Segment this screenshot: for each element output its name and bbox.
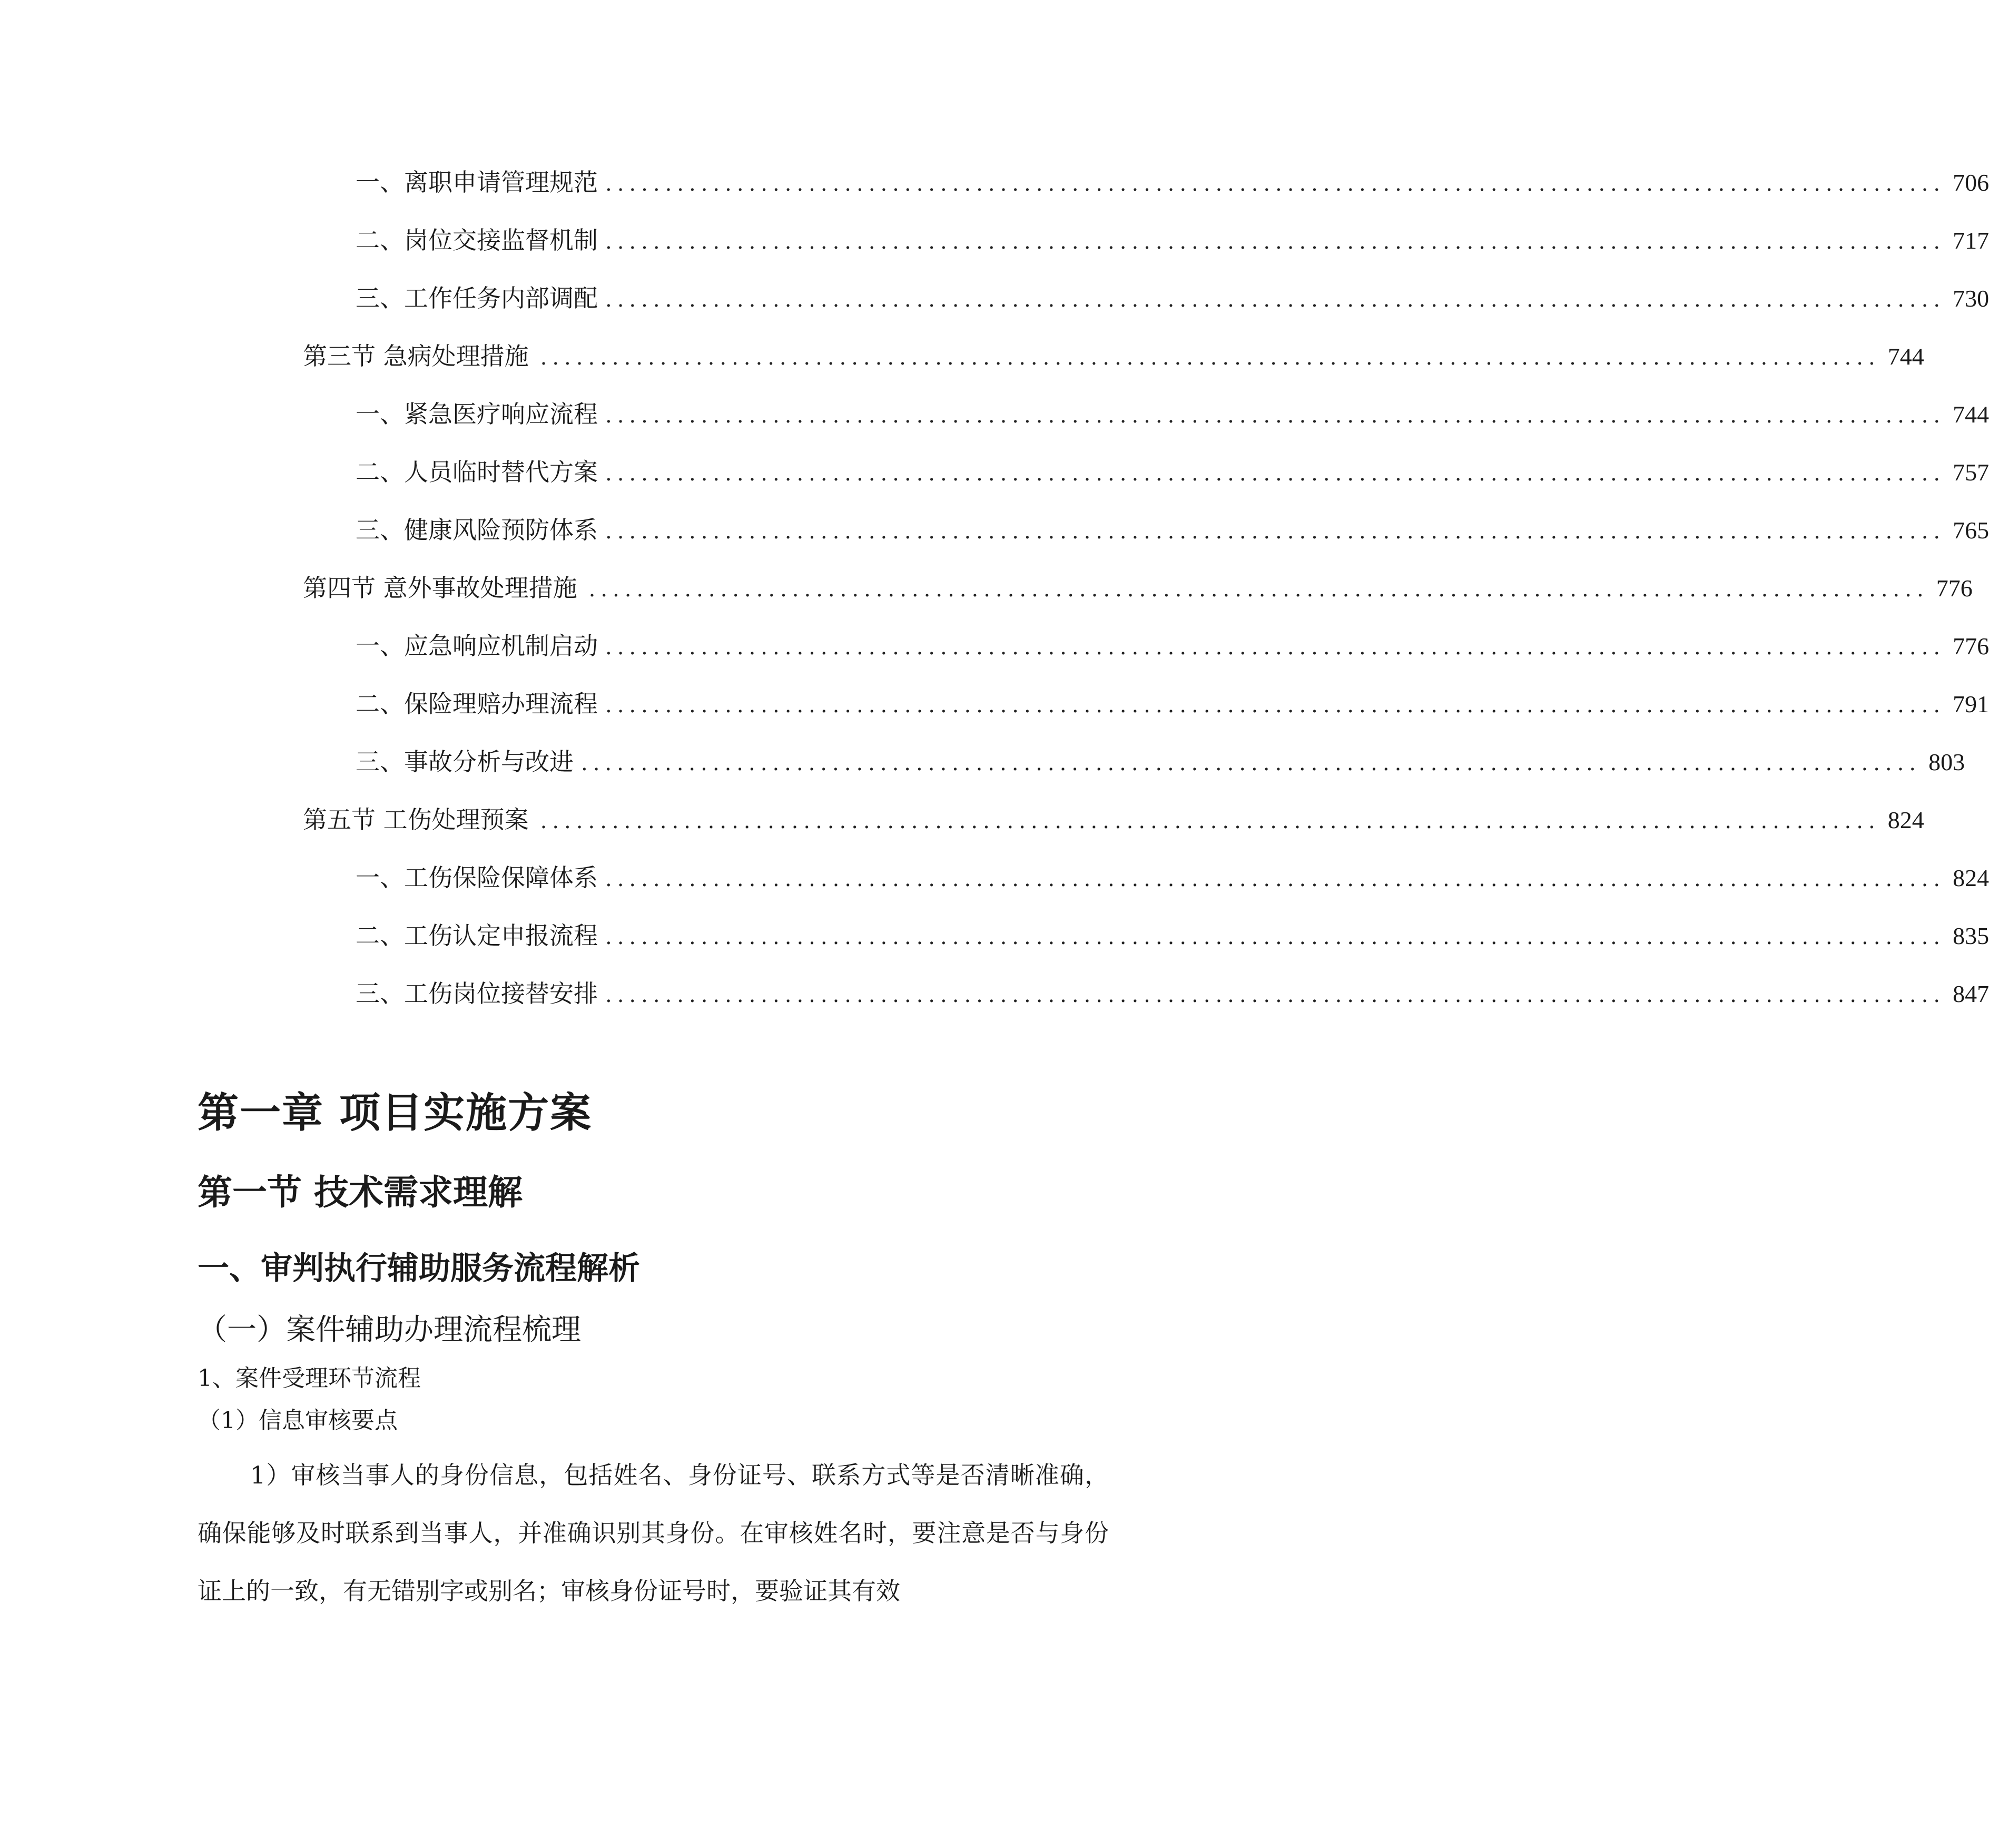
toc-entry-page: 824 xyxy=(1953,864,1989,891)
toc-entry-number: 二、 xyxy=(356,921,404,950)
toc-entry-label: 健康风险预防体系 xyxy=(404,516,598,544)
toc-leader-dots: ................................................................................................................ xyxy=(605,925,1946,949)
toc-entry-number: 三、 xyxy=(356,979,404,1008)
toc-entry-label: 保险理赔办理流程 xyxy=(404,690,598,718)
section-heading: 第一节 技术需求理解 xyxy=(198,1172,523,1213)
item-heading: 1、案件受理环节流程 xyxy=(198,1365,421,1392)
toc-leader-dots: ................................................................................................................ xyxy=(605,404,1946,428)
chapter-heading: 第一章 项目实施方案 xyxy=(198,1089,593,1137)
toc-leader-dots: ................................................................................................................ xyxy=(540,809,1880,833)
toc-entry-label: 第五节 工伤处理预案 xyxy=(303,805,529,834)
toc-entry[interactable] xyxy=(356,453,1989,488)
toc-entry-page: 791 xyxy=(1953,691,1989,717)
toc-leader-dots: ................................................................................................................ xyxy=(605,230,1946,254)
toc-entry-number: 一、 xyxy=(356,168,404,196)
toc-leader-dots: ................................................................................................................ xyxy=(605,693,1946,717)
toc-entry[interactable] xyxy=(356,743,1965,778)
toc-entry-page: 835 xyxy=(1953,922,1989,949)
toc-entry[interactable] xyxy=(356,627,1989,662)
toc-entry-number: 二、 xyxy=(356,226,404,254)
toc-entry-page: 803 xyxy=(1928,749,1965,775)
toc-entry-label: 第三节 急病处理措施 xyxy=(303,342,529,370)
toc-entry-page: 757 xyxy=(1953,459,1989,486)
toc-entry-label: 工伤岗位接替安排 xyxy=(404,979,598,1008)
toc-entry-number: 三、 xyxy=(356,516,404,544)
toc-entry-page: 776 xyxy=(1953,633,1989,660)
toc-entry[interactable] xyxy=(356,163,1989,198)
toc-entry[interactable] xyxy=(356,917,1989,951)
toc-entry[interactable] xyxy=(356,975,1989,1009)
toc-entry-number: 二、 xyxy=(356,458,404,486)
toc-entry-page: 776 xyxy=(1936,575,1973,602)
toc-entry-number: 一、 xyxy=(356,632,404,660)
toc-entry[interactable] xyxy=(356,279,1989,314)
toc-entry-label: 应急响应机制启动 xyxy=(404,632,598,660)
subitem-heading: （1）信息审核要点 xyxy=(198,1407,398,1434)
toc-leader-dots: ................................................................................................................ xyxy=(605,172,1946,196)
toc-entry-label: 岗位交接监督机制 xyxy=(404,226,598,254)
body-paragraph: 1）审核当事人的身份信息，包括姓名、身份证号、联系方式等是否清晰准确，确保能够及时联系到当事人，并准确识别其身份。在审核姓名时，要注意是否与身份证上的一致，有无错别字或别名；审核身份证号时，要验证其有效 xyxy=(198,1461,1109,1605)
toc-entry-label: 工伤保险保障体系 xyxy=(404,863,598,892)
toc-entry-label: 事故分析与改进 xyxy=(404,748,574,776)
toc-leader-dots: ................................................................................................................ xyxy=(581,751,1922,775)
subsection-heading: 一、审判执行辅助服务流程解析 xyxy=(198,1250,640,1287)
toc-entry-label: 离职申请管理规范 xyxy=(404,168,598,196)
toc-section-entry[interactable] xyxy=(303,569,1973,604)
toc-entry-page: 847 xyxy=(1953,980,1989,1007)
toc-entry-label: 工伤认定申报流程 xyxy=(404,921,598,950)
toc-entry-label: 第四节 意外事故处理措施 xyxy=(303,574,577,602)
toc-entry-number: 一、 xyxy=(356,863,404,892)
toc-entry-number: 一、 xyxy=(356,400,404,428)
toc-entry-page: 765 xyxy=(1953,517,1989,544)
toc-entry-label: 人员临时替代方案 xyxy=(404,458,598,486)
toc-leader-dots: ................................................................................................................ xyxy=(605,461,1946,486)
toc-leader-dots: ................................................................................................................ xyxy=(605,983,1946,1007)
toc-leader-dots: ................................................................................................................ xyxy=(605,519,1946,544)
subsubsection-heading: （一）案件辅助办理流程梳理 xyxy=(198,1313,581,1347)
toc-entry-page: 744 xyxy=(1887,343,1924,370)
toc-leader-dots: ................................................................................................................ xyxy=(605,635,1946,660)
toc-entry-number: 三、 xyxy=(356,284,404,312)
toc-entry-number: 三、 xyxy=(356,748,404,776)
toc-entry-label: 紧急医疗响应流程 xyxy=(404,400,598,428)
toc-entry[interactable] xyxy=(356,511,1989,546)
toc-entry-number: 二、 xyxy=(356,690,404,718)
toc-entry-page: 717 xyxy=(1953,227,1989,254)
toc-entry-page: 744 xyxy=(1953,401,1989,428)
toc-section-entry[interactable] xyxy=(303,337,1924,372)
toc-leader-dots: ................................................................................................................ xyxy=(540,346,1880,370)
toc-entry-page: 706 xyxy=(1953,169,1989,196)
toc-entry-page: 824 xyxy=(1887,807,1924,833)
toc-leader-dots: ................................................................................................................ xyxy=(605,288,1946,312)
toc-entry[interactable] xyxy=(356,859,1989,893)
toc-entry[interactable] xyxy=(356,221,1989,256)
toc-entry-label: 工作任务内部调配 xyxy=(404,284,598,312)
toc-leader-dots: ................................................................................................................ xyxy=(588,577,1929,602)
toc-section-entry[interactable] xyxy=(303,801,1924,835)
toc-entry[interactable] xyxy=(356,395,1989,430)
toc-leader-dots: ................................................................................................................ xyxy=(605,867,1946,891)
toc-entry[interactable] xyxy=(356,685,1989,720)
toc-entry-page: 730 xyxy=(1953,285,1989,312)
